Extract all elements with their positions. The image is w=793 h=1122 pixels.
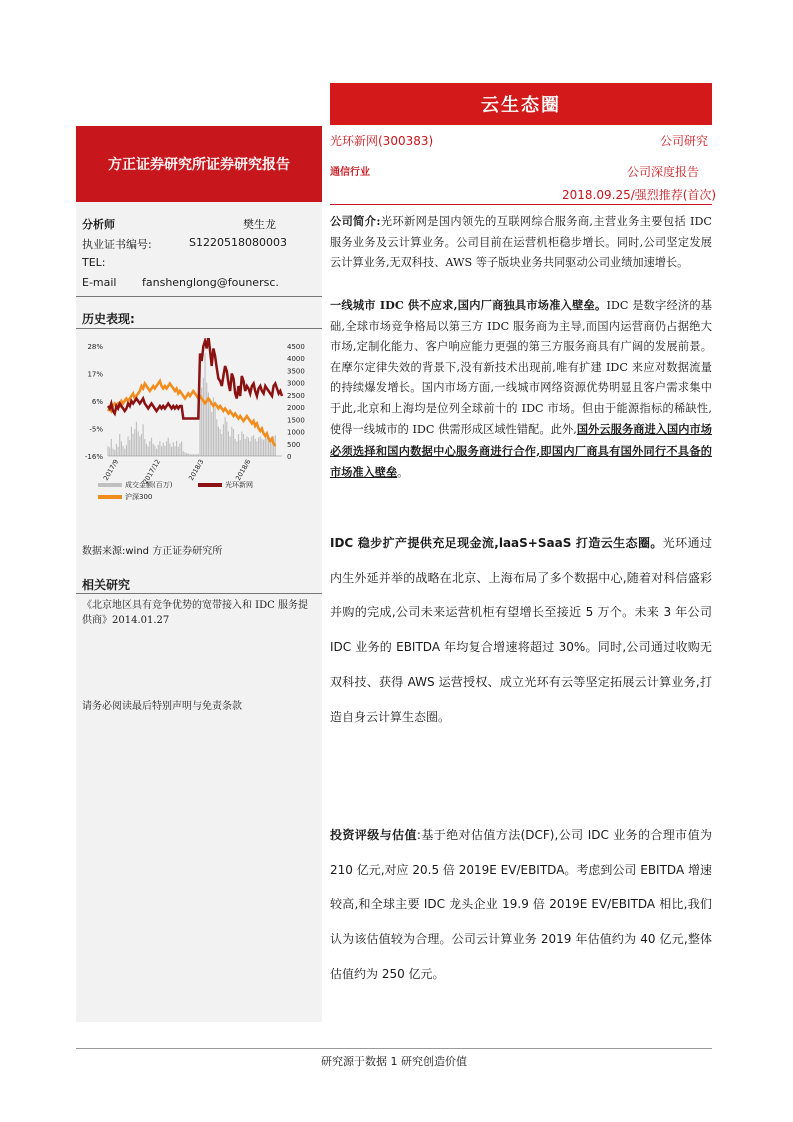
volume-bar: [173, 442, 174, 456]
volume-bar: [250, 441, 251, 456]
volume-bar: [138, 432, 139, 456]
volume-bar: [117, 447, 118, 456]
volume-bar: [233, 429, 234, 456]
volume-bar: [179, 443, 180, 456]
cert-number: S1220518080003: [189, 236, 287, 249]
volume-bar: [114, 450, 115, 456]
left-tick-label: 6%: [91, 398, 103, 406]
market-underline: 国外云服务商进入国内市场必须选择和国内数据中心服务商进行合作,即国内厂商具有国外同行不具备的市场准入壁垒: [330, 422, 712, 479]
report-type: 公司研究: [660, 134, 709, 148]
data-source: 数据来源:wind 方正证券研究所: [82, 546, 223, 557]
volume-bar: [107, 446, 108, 456]
email-value[interactable]: fanshenglong@founersc.: [142, 276, 279, 289]
volume-bar: [119, 434, 120, 456]
idc-text: 光环通过内生外延并举的战略在北京、上海布局了多个数据中心,随着对科信盛彩并购的完成,公司未来运营机柜有望增长至接近 5 万个。未来 3 年公司 IDC 业务的 EBITDA 年均复合增速将超过 30%。同时,公司通过收购无双科技、获得 AWS 运营授权、成立光环有云等坚定拓展云计算业务,打造自身云计算生态圈。: [330, 536, 712, 724]
volume-bar: [263, 440, 264, 456]
left-tick-label: -5%: [89, 425, 103, 434]
market-text: IDC 是数字经济的基础,全球市场竞争格局以第三方 IDC 服务商为主导,而国内运营商仍占据绝大市场,定制化能力、客户响应能力更强的第三方服务商具有广阔的发展前景。在摩尔定律失效的背景下,没有新技术出现前,唯有扩建 IDC 来应对数据流量的持续爆发增长。国内市场方面,一线城市网络资源优势明显且客户需求集中于此,北京和上海均是位列全球前十的 IDC 市场。但由于能源指标的稀缺性,使得一线城市的 IDC 供需形成区域性错配。此外,: [330, 299, 712, 436]
volume-bar: [136, 422, 137, 456]
volume-bar: [164, 446, 165, 456]
volume-bar: [149, 441, 150, 456]
volume-bar: [171, 447, 172, 456]
legend-label: 光环新网: [225, 481, 253, 489]
volume-bar: [139, 436, 140, 456]
report-kind: 公司深度报告: [627, 165, 700, 179]
analyst-name: 樊生龙: [243, 218, 276, 231]
right-tick-label: 500: [287, 440, 301, 449]
volume-bar: [228, 432, 229, 456]
legend-swatch: [98, 495, 122, 499]
valuation-text: :基于绝对估值方法(DCF),公司 IDC 业务的合理市值为 210 亿元,对应 20.5 倍 2019E EV/EBITDA。考虑到公司 EBITDA 增速较高,和全球主要 IDC 龙头企业 19.9 倍 2019E EV/EBITDA 相比,我们认为该估值较为合理。公司云计算业务 2019 年估值约为 40 亿元,整体估值约为 250 亿元。: [330, 828, 712, 981]
divider: [76, 593, 322, 594]
legend-swatch: [98, 483, 122, 487]
volume-bar: [158, 445, 159, 456]
volume-bar: [266, 438, 267, 456]
market-end: 。: [397, 466, 409, 479]
volume-bar: [225, 417, 226, 456]
stock-line: [108, 338, 282, 419]
volume-bar: [261, 439, 262, 456]
volume-bar: [255, 439, 256, 456]
volume-bar: [174, 446, 175, 456]
email-label: E-mail: [82, 276, 117, 289]
volume-bar: [214, 407, 215, 456]
volume-bar: [238, 434, 239, 456]
market-paragraph: [330, 295, 712, 484]
volume-bar: [241, 432, 242, 456]
related-title: 相关研究: [82, 578, 131, 592]
volume-bar: [251, 436, 252, 456]
volume-bar: [129, 440, 130, 456]
volume-bar: [122, 446, 123, 456]
volume-bar: [133, 434, 134, 456]
volume-bar: [240, 440, 241, 456]
right-tick-label: 3500: [287, 367, 305, 376]
volume-bar: [127, 436, 128, 456]
volume-bar: [188, 454, 189, 456]
volume-bar: [260, 436, 261, 456]
volume-bar: [258, 438, 259, 456]
volume-bar: [161, 446, 162, 456]
volume-bar: [181, 441, 182, 456]
right-axis: [287, 343, 305, 461]
volume-bar: [220, 429, 221, 456]
volume-bar: [223, 424, 224, 456]
volume-bar: [124, 449, 125, 456]
right-tick-label: 4500: [287, 343, 305, 351]
volume-bar: [186, 453, 187, 456]
volume-bar: [194, 454, 195, 456]
volume-bar: [226, 422, 227, 456]
volume-bar: [221, 434, 222, 456]
volume-bar: [189, 454, 190, 456]
volume-bar: [134, 429, 135, 456]
left-tick-label: 17%: [87, 370, 103, 379]
volume-bar: [209, 402, 210, 456]
history-title: 历史表现:: [82, 312, 135, 326]
volume-bar: [216, 419, 217, 456]
cert-label: 执业证书编号:: [82, 238, 152, 251]
date-rating: 2018.09.25/强烈推荐(首次): [562, 188, 717, 202]
legend-label: 成交金额(百万): [125, 481, 173, 489]
divider: [76, 296, 322, 297]
industry-label: 通信行业: [330, 167, 370, 178]
volume-bar: [231, 427, 232, 456]
volume-bar: [206, 383, 207, 456]
right-tick-label: 0: [287, 453, 292, 461]
volume-bar: [154, 446, 155, 456]
volume-bar: [265, 436, 266, 456]
volume-bar: [178, 447, 179, 456]
volume-bar: [248, 438, 249, 456]
volume-bar: [176, 441, 177, 456]
volume-bar: [230, 436, 231, 456]
volume-bar: [268, 439, 269, 456]
volume-bar: [203, 378, 204, 456]
volume-bar: [169, 443, 170, 456]
footer-text: 研究源于数据 1 研究创造价值: [321, 1055, 467, 1068]
volume-bar: [208, 392, 209, 456]
disclaimer: 请务必阅读最后特别声明与免责条款: [82, 701, 242, 712]
volume-bar: [159, 441, 160, 456]
intro-label: 公司简介:: [330, 214, 381, 228]
volume-bar: [184, 452, 185, 456]
left-tick-label: 28%: [87, 343, 103, 351]
volume-bar: [168, 438, 169, 456]
legend-label: 沪深300: [125, 493, 153, 501]
idc-label: IDC 稳步扩产提供充足现金流,laaS+SaaS 打造云生态圈。: [330, 536, 663, 550]
volume-bar: [116, 444, 117, 456]
header-banner: 云生态圈: [330, 83, 712, 125]
related-item[interactable]: 《北京地区具有竞争优势的宽带接入和 IDC 服务提供商》2014.01.27: [82, 600, 308, 626]
company-name: 光环新网(300383): [330, 134, 434, 148]
volume-bar: [245, 439, 246, 456]
volume-bar: [112, 449, 113, 456]
volume-bar: [193, 454, 194, 456]
volume-bar: [121, 441, 122, 456]
left-title: 方正证券研究所证券研究报告: [76, 126, 322, 202]
volume-bar: [153, 444, 154, 456]
x-tick-label: 2017/12: [141, 458, 162, 486]
chart-legend: [98, 480, 253, 501]
volume-bar: [235, 439, 236, 456]
company-intro: [330, 211, 712, 274]
volume-bar: [131, 427, 132, 456]
volume-bar: [148, 446, 149, 456]
valuation-label: 投资评级与估值: [330, 828, 417, 842]
volume-bar: [163, 443, 164, 456]
intro-text: 光环新网是国内领先的互联网综合服务商,主营业务主要包括 IDC 服务业务及云计算业务。公司目前在运营机柜稳步增长。同时,公司坚定发展云计算业务,无双科技、AWS 等子版块业务共同驱动公司业绩加速增长。: [330, 215, 712, 269]
volume-bar: [143, 424, 144, 456]
valuation-paragraph: [330, 818, 712, 992]
footer-divider: [76, 1048, 712, 1049]
divider: [76, 328, 322, 329]
volume-bar: [256, 441, 257, 456]
price-chart: [80, 338, 320, 508]
volume-bar: [146, 444, 147, 456]
volume-bar: [198, 454, 199, 456]
right-tick-label: 1500: [287, 416, 305, 425]
right-tick-label: 2500: [287, 391, 305, 400]
x-tick-label: 2018/3: [187, 458, 206, 482]
right-tick-label: 1000: [287, 428, 305, 437]
volume-bar: [253, 435, 254, 456]
right-tick-label: 2000: [287, 404, 305, 413]
volume-bar: [109, 447, 110, 456]
volume-bar: [166, 441, 167, 456]
right-tick-label: 3000: [287, 379, 305, 388]
x-tick-label: 2017/9: [101, 458, 121, 482]
tel-label: TEL:: [82, 256, 106, 269]
legend-swatch: [198, 483, 222, 487]
volume-bar: [141, 434, 142, 456]
x-tick-label: 2018/6: [234, 458, 253, 482]
volume-bar: [156, 449, 157, 456]
volume-bar: [236, 441, 237, 456]
analyst-label: 分析师: [82, 218, 115, 231]
volume-bar: [144, 439, 145, 456]
volume-bar: [243, 434, 244, 456]
market-label: 一线城市 IDC 供不应求,国内厂商独具市场准入壁垒。: [330, 298, 607, 312]
volume-bar: [151, 438, 152, 456]
volume-bar: [218, 427, 219, 456]
right-tick-label: 4000: [287, 355, 305, 364]
volume-bar: [126, 445, 127, 456]
volume-bar: [211, 412, 212, 456]
left-tick-label: -16%: [84, 453, 103, 461]
volume-bar: [246, 436, 247, 456]
volume-bar: [183, 451, 184, 456]
left-axis: [85, 343, 103, 461]
idc-paragraph: [330, 526, 712, 734]
header-divider: [330, 204, 712, 205]
volume-bar: [111, 439, 112, 456]
